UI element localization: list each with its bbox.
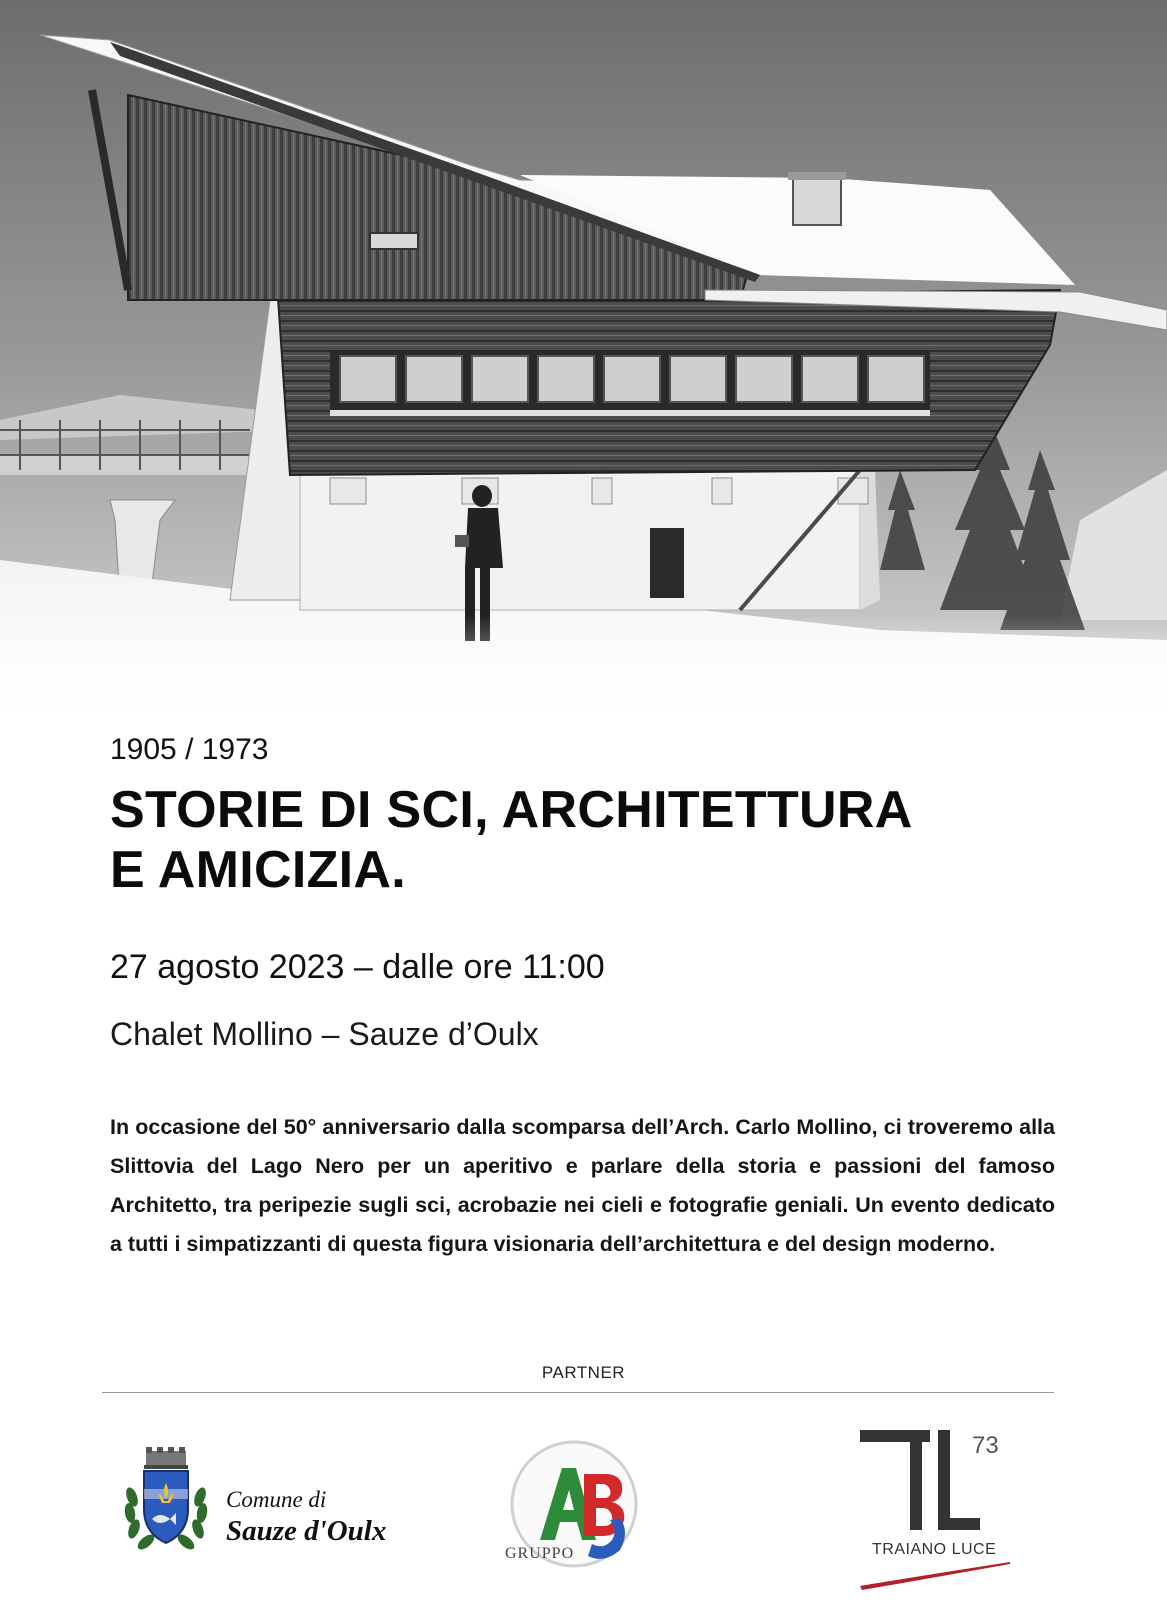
event-title-line1: STORIE DI SCI, ARCHITETTURA [110, 781, 913, 839]
partner-label: PARTNER [541, 1363, 626, 1382]
chalet-photo-illustration [0, 0, 1167, 735]
event-date: 27 agosto 2023 – dalle ore 11:00 [110, 948, 605, 986]
partner-divider [102, 1392, 1054, 1393]
comune-line2: Sauze d'Oulx [226, 1515, 387, 1547]
comune-logo [118, 1447, 438, 1557]
event-title-line2: E AMICIZIA. [110, 841, 407, 899]
event-years: 1905 / 1973 [110, 733, 269, 766]
traiano-superscript: 73 [972, 1432, 999, 1459]
coat-of-arms-icon [118, 1447, 228, 1557]
abc-caption: GRUPPO [505, 1545, 575, 1562]
comune-line1: Comune di [226, 1487, 327, 1512]
comune-name [226, 1487, 386, 1548]
traiano-name: TRAIANO LUCE [872, 1541, 997, 1558]
event-title [110, 780, 1090, 900]
hero-photo [0, 0, 1167, 735]
event-description: In occasione del 50° anniversario dalla scomparsa dell’Arch. Carlo Mollino, ci troveremo alla Slittovia del Lago Nero per un aperitivo e parlare della storia e passioni del famoso Architetto, tra peripezie sugli sci, acrobazie nei cieli e fotografie geniali. Un evento dedicato a tutti i simpatizzanti di questa figura visionaria dell’architettura e del design moderno. [110, 1115, 1055, 1256]
event-place: Chalet Mollino – Sauze d’Oulx [110, 1016, 539, 1052]
